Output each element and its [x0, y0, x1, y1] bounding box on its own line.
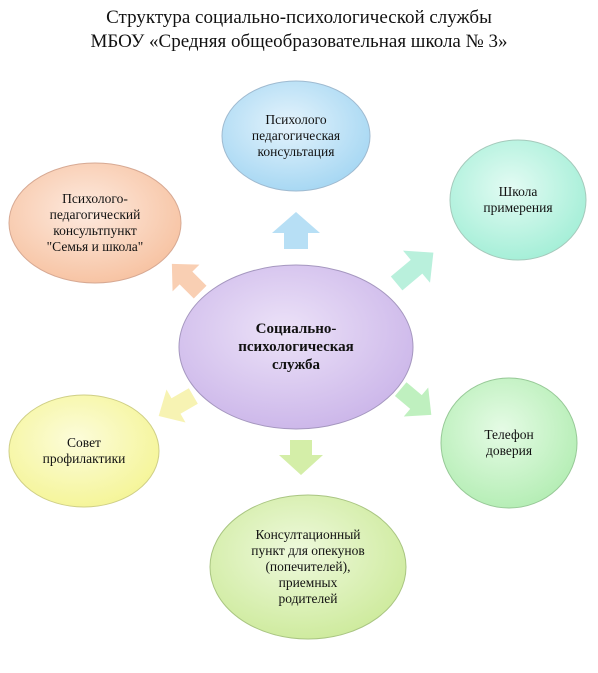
title-line-2: МБОУ «Средняя общеобразовательная школа № 3»	[90, 31, 508, 52]
node-center-label	[206, 312, 386, 382]
node-top-right-label	[458, 172, 578, 228]
arrow-to-top	[272, 212, 320, 249]
node-right-bottom-line-1: Телефон	[484, 427, 534, 442]
node-left-top-line-1: Психолого-	[62, 191, 128, 206]
node-left-bottom-line-2: профилактики	[42, 451, 126, 466]
node-top-line-3: консультация	[257, 144, 335, 159]
node-bottom-line-1: Консултационный	[255, 527, 361, 542]
node-center-line-2: психологическая	[238, 339, 354, 355]
node-bottom-line-3: (попечителей),	[265, 559, 351, 574]
node-bottom-label	[220, 520, 396, 614]
node-left-bottom-label	[14, 424, 154, 478]
node-left-top-line-3: консультпункт	[53, 223, 137, 238]
node-bottom-line-5: родителей	[278, 591, 338, 606]
node-right-bottom-label	[449, 416, 569, 470]
arrow-to-bottom	[279, 440, 323, 475]
title-line-1: Структура социально-психологической службы	[106, 7, 492, 28]
arrow-to-top-right	[383, 236, 447, 299]
node-left-top-line-2: педагогический	[49, 207, 141, 222]
node-top-label	[226, 96, 366, 176]
node-top-right-line-2: примерения	[483, 200, 553, 215]
node-left-top-line-4: "Семья и школа"	[46, 239, 144, 254]
node-left-top-label	[15, 180, 175, 266]
node-center-line-1: Социально-	[255, 321, 337, 337]
node-right-bottom-line-2: доверия	[485, 443, 533, 458]
node-top-line-2: педагогическая	[251, 128, 341, 143]
node-left-bottom-line-1: Совет	[67, 435, 101, 450]
node-bottom-line-4: приемных	[278, 575, 338, 590]
node-bottom-line-2: пункт для опекунов	[251, 543, 365, 558]
node-center-line-3: служба	[271, 357, 321, 373]
node-top-line-1: Психолого	[265, 112, 327, 127]
node-top-right-line-1: Школа	[498, 184, 538, 199]
